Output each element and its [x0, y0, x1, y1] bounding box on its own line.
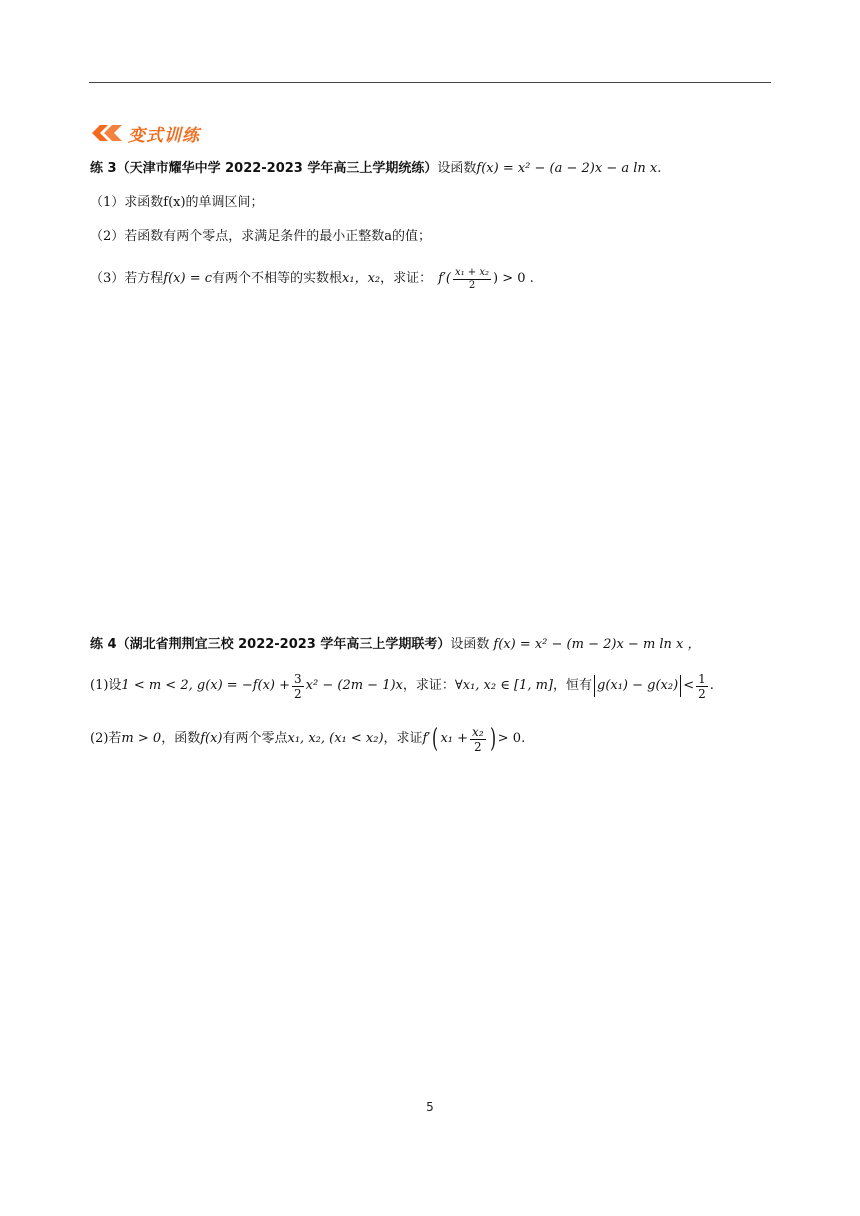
section-title: 变式训练	[128, 125, 200, 146]
ex4-q2-fraction	[470, 725, 486, 754]
ex3-q3-deriv-close: ) > 0 .	[493, 271, 534, 286]
ex3-q2-text: （2）若函数有两个零点，求满足条件的最小正整数a的值；	[90, 229, 432, 244]
ex4-intro: 设函数	[450, 637, 490, 652]
ex4-q2-arg: x₁ +	[440, 731, 469, 746]
ex4-header	[90, 636, 701, 654]
ex4-label: 练 4（湖北省荆荆宜三校 2022-2023 学年高三上学期联考）	[90, 637, 451, 652]
ex4-q1-numerator: 3	[294, 671, 302, 686]
ex3-question-2	[90, 228, 431, 246]
ex4-q2-fx: f(x)	[200, 731, 223, 746]
ex4-q2-roots: x₁, x₂, (x₁ < x₂)	[287, 731, 384, 746]
ex3-q3-denominator: 2	[468, 279, 476, 291]
ex3-q3-numerator: x₁ + x₂	[454, 266, 490, 278]
ex3-q3-part-c: 有两个不相等的实数根	[212, 271, 343, 286]
ex3-question-3	[90, 262, 534, 296]
ex4-q2-condition: m > 0	[121, 731, 162, 746]
ex4-q2-prove: ，求证	[383, 731, 423, 746]
ex3-q3-deriv-open: f′(	[438, 271, 451, 286]
ex3-question-1	[90, 194, 264, 212]
ex4-q1-numerator-2: 1	[698, 671, 706, 686]
ex3-function: f(x) = x² − (a − 2)x − a ln x.	[476, 161, 662, 176]
ex4-q1-fraction-2	[696, 672, 708, 701]
ex4-q1-always: ，恒有	[552, 678, 592, 693]
ex3-q3-roots: x₁，x₂	[342, 271, 381, 286]
ex4-q2-deriv: f′	[422, 731, 431, 746]
ex4-q1-forall: ∀x₁, x₂ ∈ [1, m]	[454, 678, 553, 693]
ex4-q1-diff: g(x₁) − g(x₂)	[597, 678, 679, 693]
ex4-q1-prove: ，求证：	[402, 678, 455, 693]
ex4-q1-abs-right	[680, 675, 681, 697]
ex4-q1-lt: <	[683, 678, 695, 693]
ex4-q1-part-a: (1)设	[90, 678, 122, 693]
ex4-q2-denominator: 2	[474, 739, 482, 754]
ex4-question-2	[90, 719, 525, 759]
ex4-function: f(x) = x² − (m − 2)x − m ln x ，	[493, 637, 701, 652]
ex4-q2-zeros: 有两个零点	[222, 731, 288, 746]
ex3-header	[90, 160, 661, 178]
section-header	[90, 122, 200, 144]
ex4-q2-part-a: (2)若	[90, 731, 122, 746]
ex4-question-1	[90, 667, 714, 705]
ex4-q2-numerator: x₂	[472, 724, 484, 739]
ex4-q2-gt-zero: > 0.	[497, 731, 526, 746]
ex3-q3-part-a: （3）若方程	[90, 271, 164, 286]
page-number: 5	[426, 1100, 434, 1114]
ex4-q1-condition: 1 < m < 2, g(x) = −f(x) +	[121, 678, 291, 693]
ex3-q3-prove: ，求证：	[380, 271, 433, 286]
header-rule	[89, 82, 771, 83]
ex4-q1-period: .	[709, 678, 714, 693]
ex3-q3-fraction	[453, 267, 491, 292]
ex4-q2-function-word: ，函数	[161, 731, 201, 746]
ex3-q1-text: （1）求函数f(x)的单调区间；	[90, 195, 264, 210]
ex4-q1-denominator-2: 2	[698, 686, 706, 701]
ex4-q1-abs-left	[594, 675, 595, 697]
double-chevron-icon	[90, 122, 124, 144]
ex4-q2-paren-close: )	[489, 724, 496, 754]
ex4-q1-fraction	[292, 672, 304, 701]
ex3-label: 练 3（天津市耀华中学 2022-2023 学年高三上学期统练）	[90, 161, 438, 176]
ex4-q1-poly: x² − (2m − 1)x	[305, 678, 403, 693]
ex4-q2-paren-open: (	[432, 724, 439, 754]
ex3-q3-equation: f(x) = c	[163, 271, 213, 286]
ex4-q1-denominator: 2	[294, 686, 302, 701]
ex3-intro: 设函数	[437, 161, 477, 176]
